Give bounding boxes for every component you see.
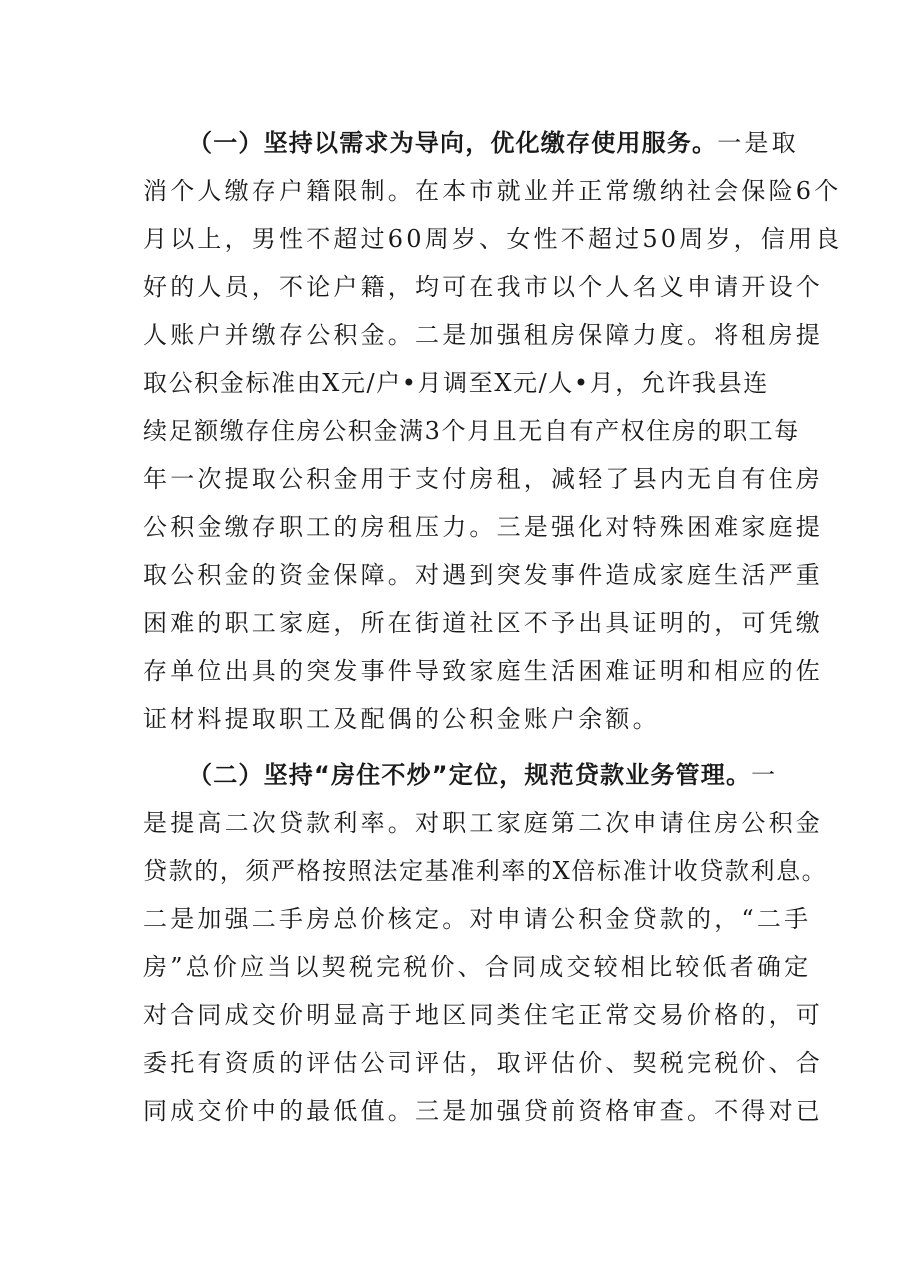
paragraph-1-line: 证材料提取职工及配偶的公积金账户余额。 <box>143 705 660 733</box>
section-1-text-start: 一是取 <box>717 129 799 157</box>
paragraph-1-line: 月以上，男性不超过60周岁、女性不超过50周岁，信用良 <box>143 225 843 253</box>
paragraph-1-line: 取公积金标准由X元/户•月调至X元/人•月，允许我县连 <box>143 369 769 397</box>
paragraph-2-line: 委托有资质的评估公司评估，取评估价、契税完税价、合 <box>143 1049 823 1077</box>
section-1-heading: （一）坚持以需求为导向，优化缴存使用服务。 <box>188 129 718 157</box>
paragraph-2-line: 是提高二次贷款利率。对职工家庭第二次申请住房公积金 <box>143 809 823 837</box>
paragraph-1-line: 好的人员，不论户籍，均可在我市以个人名义申请开设个 <box>143 273 823 301</box>
paragraph-1-line: 存单位出具的突发事件导致家庭生活困难证明和相应的佐 <box>143 657 823 685</box>
section-2-heading: （二）坚持“房住不炒”定位，规范贷款业务管理。 <box>188 761 752 789</box>
paragraph-1-line: 续足额缴存住房公积金满3个月且无自有产权住房的职工每 <box>143 417 800 445</box>
section-2-text-start: 一 <box>751 761 779 789</box>
paragraph-1-line: 人账户并缴存公积金。二是加强租房保障力度。将租房提 <box>143 321 823 349</box>
paragraph-1-line: 年一次提取公积金用于支付房租，减轻了县内无自有住房 <box>143 465 823 493</box>
paragraph-1-line: 困难的职工家庭，所在街道社区不予出具证明的，可凭缴 <box>143 609 823 637</box>
paragraph-2-line-1 <box>188 760 783 790</box>
paragraph-1-line: 消个人缴存户籍限制。在本市就业并正常缴纳社会保险6个 <box>143 177 842 205</box>
paragraph-1-line: 取公积金的资金保障。对遇到突发事件造成家庭生活严重 <box>143 561 823 589</box>
paragraph-1-line: 公积金缴存职工的房租压力。三是强化对特殊困难家庭提 <box>143 513 823 541</box>
paragraph-2-line: 对合同成交价明显高于地区同类住宅正常交易价格的，可 <box>143 1001 823 1029</box>
paragraph-2-line: 贷款的，须严格按照法定基准利率的X倍标准计收贷款利息。 <box>143 857 828 885</box>
paragraph-1-line-1 <box>188 128 799 158</box>
paragraph-2-line: 二是加强二手房总价核定。对申请公积金贷款的，“二手 <box>143 905 812 933</box>
paragraph-2-line: 房”总价应当以契税完税价、合同成交较相比较低者确定 <box>143 953 812 981</box>
paragraph-2-line: 同成交价中的最低值。三是加强贷前资格审查。不得对已 <box>143 1097 823 1125</box>
